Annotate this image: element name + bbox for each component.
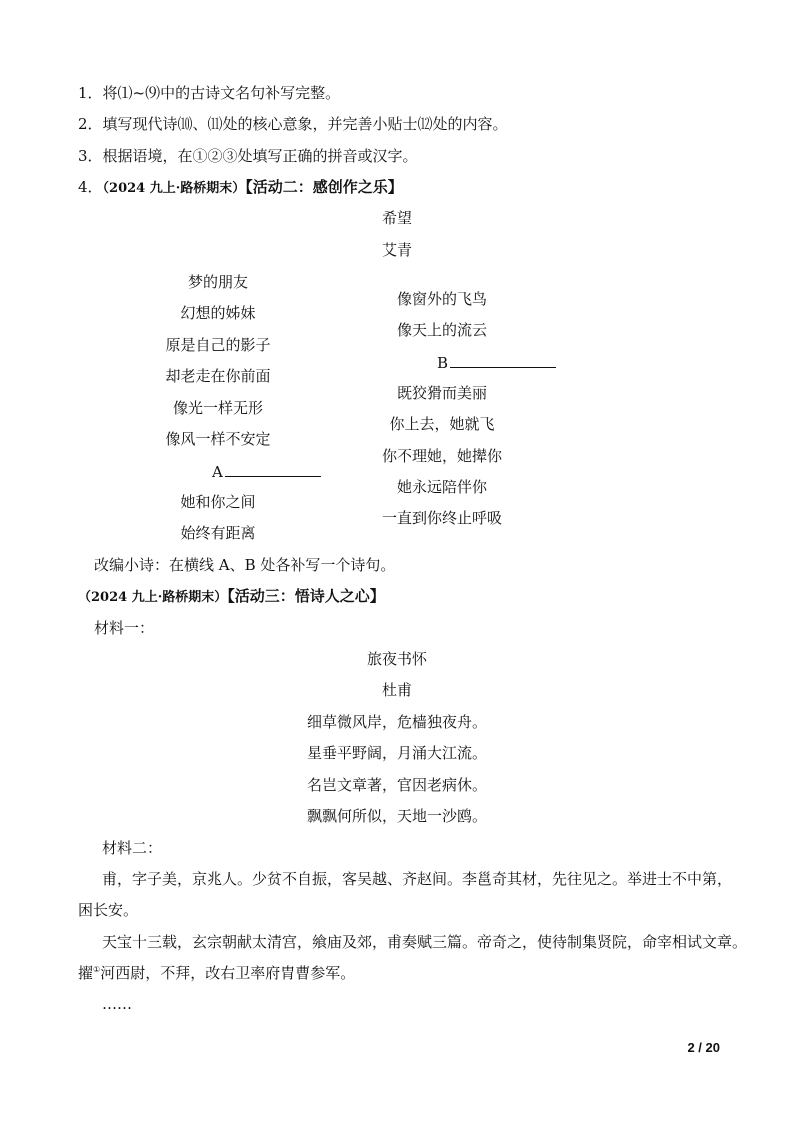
poem-left-line: 她和你之间 [180, 493, 256, 511]
material-1-line: 名岂文章著，官因老病休。 [306, 776, 487, 794]
activity-3-title: 【活动三：悟诗人之心】 [227, 587, 385, 605]
question-2: 2．填写现代诗⑽、⑾处的核心意象，并完善小贴士⑿处的内容。 [78, 115, 508, 133]
poem-right-line: 像天上的流云 [396, 321, 487, 339]
blank-a[interactable] [212, 461, 321, 482]
rewrite-instruction: 改编小诗：在横线 A、B 处各补写一个诗句。 [94, 556, 396, 574]
material-2-paragraph-2: 天宝十三载，玄宗朝献太清宫，飨庙及郊，甫奏赋三篇。帝奇之，使待制集贤院，命宰相试文章。 [102, 933, 748, 951]
material-2-paragraph-1-cont: 困长安。 [78, 901, 139, 919]
material-2-paragraph-2-cont [78, 963, 355, 983]
material-1-author: 杜甫 [381, 681, 412, 699]
footnote-marker: ① [93, 965, 101, 974]
text-fragment: 河西尉，不拜，改右卫率府胄曹参军。 [100, 964, 356, 982]
question-3: 3．根据语境，在①②③处填写正确的拼音或汉字。 [78, 147, 418, 165]
blank-a-line[interactable] [225, 461, 321, 477]
poem-left-line: 梦的朋友 [187, 273, 248, 291]
material-1-line: 飘飘何所似，天地一沙鸥。 [306, 807, 487, 825]
poem-left-line: 却老走在你前面 [165, 367, 271, 385]
page-number: 2 / 20 [687, 1040, 720, 1055]
material-2-paragraph-1: 甫，字子美，京兆人。少贫不自振，客吴越、齐赵间。李邕奇其材，先往见之。举进士不中第， [102, 870, 733, 888]
poem-left-line: 像风一样不安定 [165, 430, 271, 448]
poem-right-line: 既狡猾而美丽 [396, 384, 487, 402]
poem-left-line: 幻想的姊妹 [180, 304, 256, 322]
poem-right-line: 你上去，她就飞 [389, 415, 495, 433]
poem-left-line: 原是自己的影子 [165, 336, 271, 354]
poem-right-line: 她永远陪伴你 [396, 478, 487, 496]
poem-right-line: 像窗外的飞鸟 [396, 290, 487, 308]
material-1-label: 材料一： [94, 619, 155, 637]
poem-author: 艾青 [381, 241, 412, 259]
text-fragment: 擢 [78, 964, 94, 982]
question-1: 1．将⑴~⑼中的古诗文名句补写完整。 [78, 84, 341, 102]
poem-title: 希望 [381, 209, 412, 227]
question-4-number: 4． [78, 178, 103, 196]
poem-right-line: 一直到你终止呼吸 [381, 509, 502, 527]
material-2-label: 材料二： [102, 839, 163, 857]
poem-left-line: 始终有距离 [180, 524, 256, 542]
blank-b[interactable] [437, 352, 556, 373]
activity-3-heading [78, 586, 385, 608]
material-1-line: 星垂平野阔，月涌大江流。 [306, 744, 487, 762]
question-4-activity: 【活动二：感创作之乐】 [245, 178, 403, 196]
question-4-heading [78, 177, 403, 199]
ellipsis: …… [102, 995, 132, 1013]
poem-right-line: 你不理她，她撵你 [381, 447, 502, 465]
material-1-title: 旅夜书怀 [366, 650, 427, 668]
blank-a-label: A [212, 463, 223, 481]
blank-b-label: B [437, 354, 449, 372]
material-1-line: 细草微风岸，危樯独夜舟。 [306, 713, 487, 731]
question-4-source: （2024 九上·路桥期末） [102, 181, 246, 196]
poem-left-line: 像光一样无形 [172, 399, 263, 417]
activity-3-source: （2024 九上·路桥期末） [78, 590, 228, 605]
blank-b-line[interactable] [450, 352, 556, 368]
